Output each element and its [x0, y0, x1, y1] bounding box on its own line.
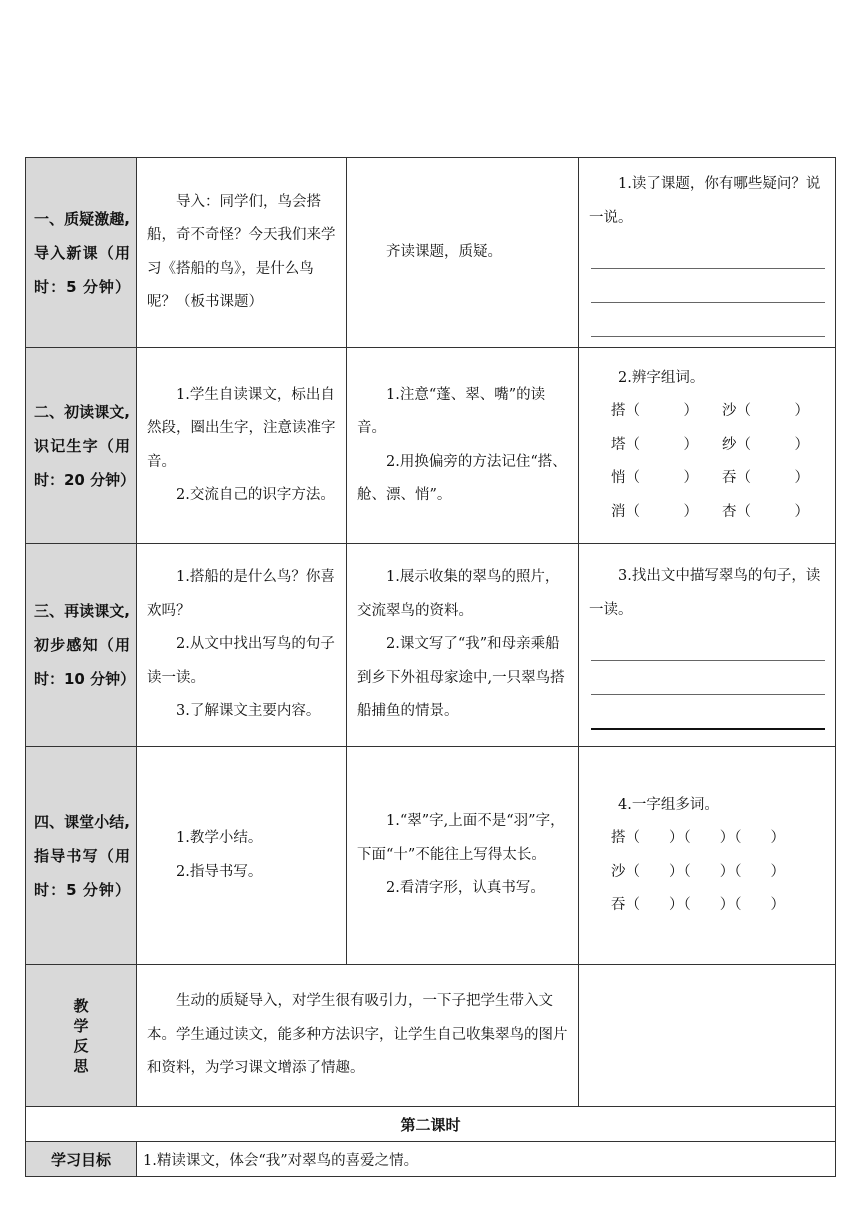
exercise-cell: [579, 158, 836, 348]
stage-label: 一、质疑激趣,导入新课（用时：5 分钟）: [26, 158, 137, 348]
exercise-title: 2.辨字组词。: [618, 369, 705, 386]
goal-text: 1.精读课文，体会“我”对翠鸟的喜爱之情。: [137, 1142, 836, 1177]
teacher-activity: [137, 158, 347, 348]
stage-row-4: [26, 747, 836, 965]
teacher-activity: [137, 544, 347, 747]
teacher-activity-text: 导入：同学们，鸟会搭船，奇不奇怪？今天我们来学习《搭船的鸟》，是什么鸟呢？（板书课题）: [147, 193, 336, 310]
student-activity: [347, 158, 579, 348]
reflection-text: 生动的质疑导入，对学生很有吸引力，一下子把学生带入文本。学生通过读文，能多种方法识字，让学生自己收集翠鸟的图片和资料，为学习课文增添了情趣。: [147, 993, 568, 1077]
exercise-title: 3.找出文中描写翠鸟的句子，读一读。: [589, 568, 821, 618]
teacher-activity-text: 3.了解课文主要内容。: [176, 703, 321, 720]
exercise-cell: [579, 544, 836, 747]
goal-row: [26, 1142, 836, 1177]
second-lesson-title: 第二课时: [26, 1107, 836, 1142]
teacher-activity-text: 2.交流自己的识字方法。: [176, 487, 335, 503]
student-activity-text: 2.课文写了“我”和母亲乘船到乡下外祖母家途中,一只翠鸟搭船捕鱼的情景。: [357, 636, 565, 720]
student-activity-text: 2.用换偏旁的方法记住“搭、舱、漂、悄”。: [357, 453, 567, 503]
answer-line: [591, 269, 825, 303]
student-activity-text: 2.看清字形，认真书写。: [386, 880, 545, 897]
reflection-text-cell: [137, 965, 579, 1107]
student-activity: [347, 747, 579, 965]
reflection-label: [26, 965, 137, 1107]
student-activity-text: 齐读课题，质疑。: [386, 243, 502, 260]
teacher-activity-text: 1.搭船的是什么鸟？你喜欢吗？: [147, 569, 335, 619]
answer-line: [591, 661, 825, 695]
word-item: 塔（ ）: [611, 436, 698, 453]
second-lesson-row: [26, 1107, 836, 1142]
word-grid: [589, 395, 827, 529]
word-item: 吞（ ）: [722, 470, 809, 487]
student-activity-text: 1.注意“蓬、翠、嘴”的读音。: [357, 386, 546, 436]
teacher-activity-text: 1.学生自读课文，标出自然段，圈出生字，注意读准字音。: [147, 386, 336, 470]
reflection-empty-cell: [579, 965, 836, 1107]
word-item: 杏（ ）: [722, 503, 809, 520]
lesson-plan-table: [25, 157, 836, 1177]
exercise-title: 4.一字组多词。: [618, 796, 719, 813]
word-item: 沙（ ）（ ）（ ）: [611, 863, 785, 880]
answer-line: [591, 695, 825, 730]
answer-line: [591, 235, 825, 269]
student-activity-text: 1.“翠”字,上面不是“羽”字，下面“十”不能往上写得太长。: [357, 813, 565, 863]
word-item: 搭（ ）（ ）（ ）: [611, 830, 785, 846]
exercise-title: 1.读了课题，你有哪些疑问？说一说。: [589, 176, 821, 226]
word-item: 搭（ ）: [611, 403, 698, 420]
teacher-activity-text: 2.从文中找出写鸟的句子读一读。: [147, 636, 335, 686]
student-activity: [347, 348, 579, 544]
student-activity: [347, 544, 579, 747]
answer-line: [591, 303, 825, 337]
goal-label: 学习目标: [26, 1142, 137, 1177]
stage-label: 二、初读课文,识记生字（用时：20 分钟）: [26, 348, 137, 544]
word-item: 吞（ ）（ ）（ ）: [611, 897, 785, 913]
stage-row-3: [26, 544, 836, 747]
word-item: 纱（ ）: [722, 436, 809, 453]
stage-label: 四、课堂小结,指导书写（用时：5 分钟）: [26, 747, 137, 965]
exercise-cell: [579, 747, 836, 965]
exercise-cell: [579, 348, 836, 544]
stage-label: 三、再读课文,初步感知（用时：10 分钟）: [26, 544, 137, 747]
reflection-row: [26, 965, 836, 1107]
word-item: 消（ ）: [611, 503, 698, 520]
student-activity-text: 1.展示收集的翠鸟的照片，交流翠鸟的资料。: [357, 569, 560, 619]
stage-row-1: [26, 158, 836, 348]
stage-row-2: [26, 348, 836, 544]
teacher-activity: [137, 747, 347, 965]
reflection-label-text: 教学反思: [73, 996, 89, 1075]
answer-line: [591, 627, 825, 661]
teacher-activity-text: 1.教学小结。: [176, 830, 263, 846]
word-item: 沙（ ）: [722, 403, 809, 420]
word-item: 悄（ ）: [611, 470, 698, 487]
teacher-activity-text: 2.指导书写。: [176, 863, 263, 880]
teacher-activity: [137, 348, 347, 544]
